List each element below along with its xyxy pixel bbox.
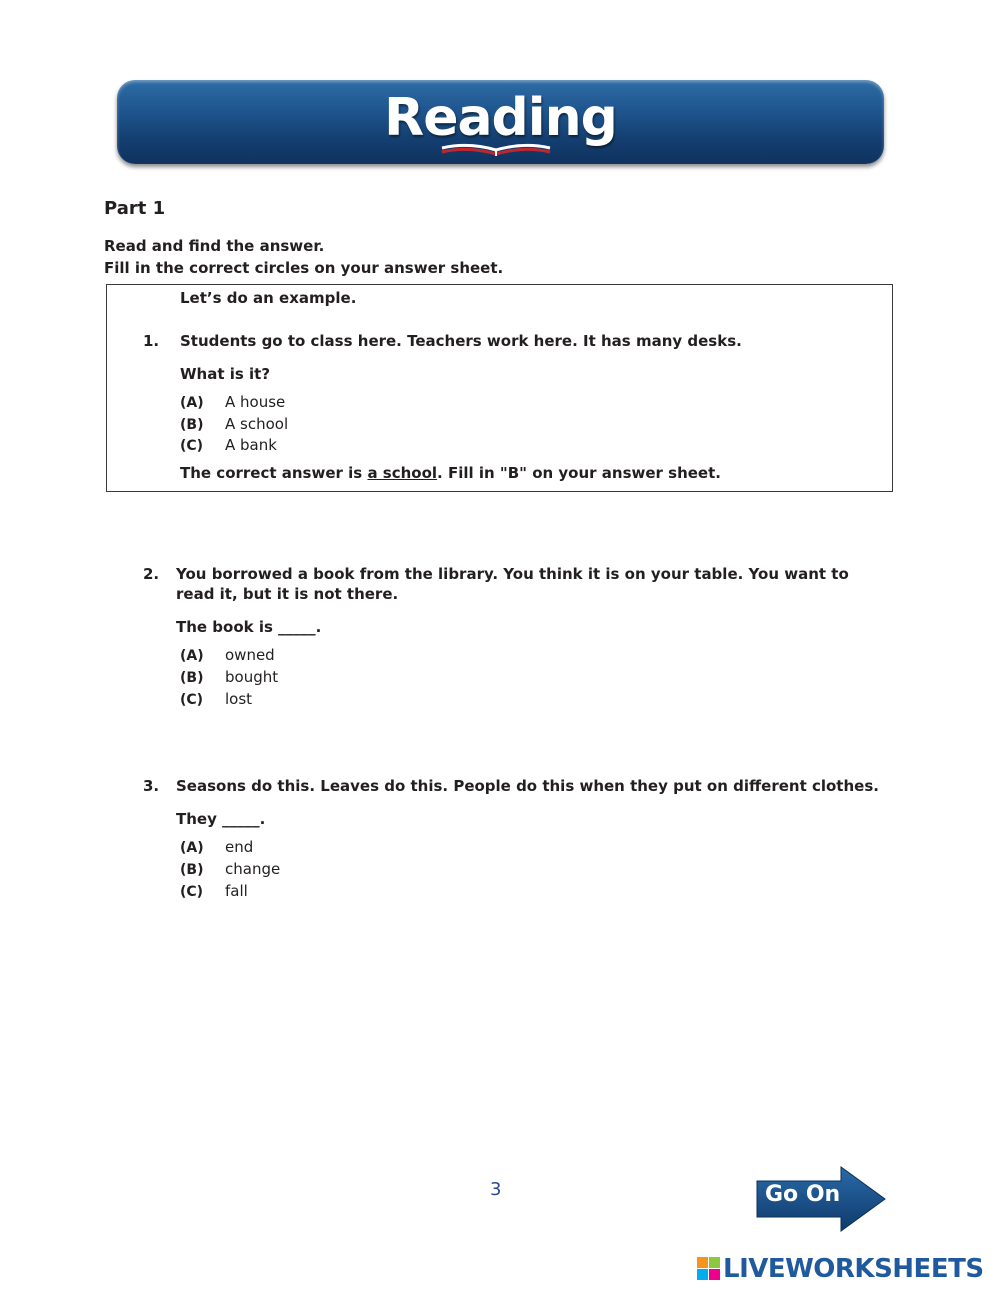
question-text: Seasons do this. Leaves do this. People do this when they put on different clothes.	[176, 777, 879, 795]
option-letter: (C)	[180, 884, 204, 900]
example-intro: Let’s do an example.	[180, 289, 357, 307]
instruction-line: Read and find the answer.	[104, 237, 325, 255]
option-text: A house	[225, 393, 286, 411]
option-text: fall	[225, 882, 248, 900]
option-text: end	[225, 838, 254, 856]
question-text: Students go to class here. Teachers work here. It has many desks.	[180, 332, 742, 350]
question-prompt: The book is _____.	[176, 618, 322, 636]
option-text: A school	[225, 415, 289, 433]
question-prompt: What is it?	[180, 365, 271, 383]
option-letter: (B)	[180, 417, 204, 433]
question-text: read it, but it is not there.	[176, 585, 399, 603]
question-text: You borrowed a book from the library. You think it is on your table. You want to	[176, 565, 849, 583]
part-heading: Part 1	[104, 198, 166, 219]
option-letter: (C)	[180, 438, 204, 454]
option-letter: (B)	[180, 670, 204, 686]
option-text: change	[225, 860, 281, 878]
option-letter: (A)	[180, 840, 204, 856]
go-on-button[interactable]: Go On	[765, 1182, 841, 1207]
option-text: lost	[225, 690, 253, 708]
question-number: 2.	[143, 565, 160, 583]
open-book-icon	[440, 140, 552, 160]
option-text: bought	[225, 668, 279, 686]
question-number: 3.	[143, 777, 160, 795]
answer-highlight: a school	[367, 464, 438, 482]
question-number: 1.	[143, 332, 160, 350]
option-letter: (A)	[180, 395, 204, 411]
page-number: 3	[490, 1179, 502, 1200]
page-title: Reading	[384, 88, 617, 148]
option-text: A bank	[225, 436, 277, 454]
question-prompt: They _____.	[176, 810, 266, 828]
liveworksheets-logo[interactable]: LIVEWORKSHEETS	[723, 1254, 984, 1284]
example-answer: The correct answer is a school. Fill in "B" on your answer sheet.	[180, 464, 721, 482]
option-text: owned	[225, 646, 275, 664]
instruction-line: Fill in the correct circles on your answer sheet.	[104, 259, 504, 277]
option-letter: (A)	[180, 648, 204, 664]
option-letter: (C)	[180, 692, 204, 708]
liveworksheets-logo-icon	[697, 1257, 721, 1281]
option-letter: (B)	[180, 862, 204, 878]
example-box	[106, 284, 893, 492]
